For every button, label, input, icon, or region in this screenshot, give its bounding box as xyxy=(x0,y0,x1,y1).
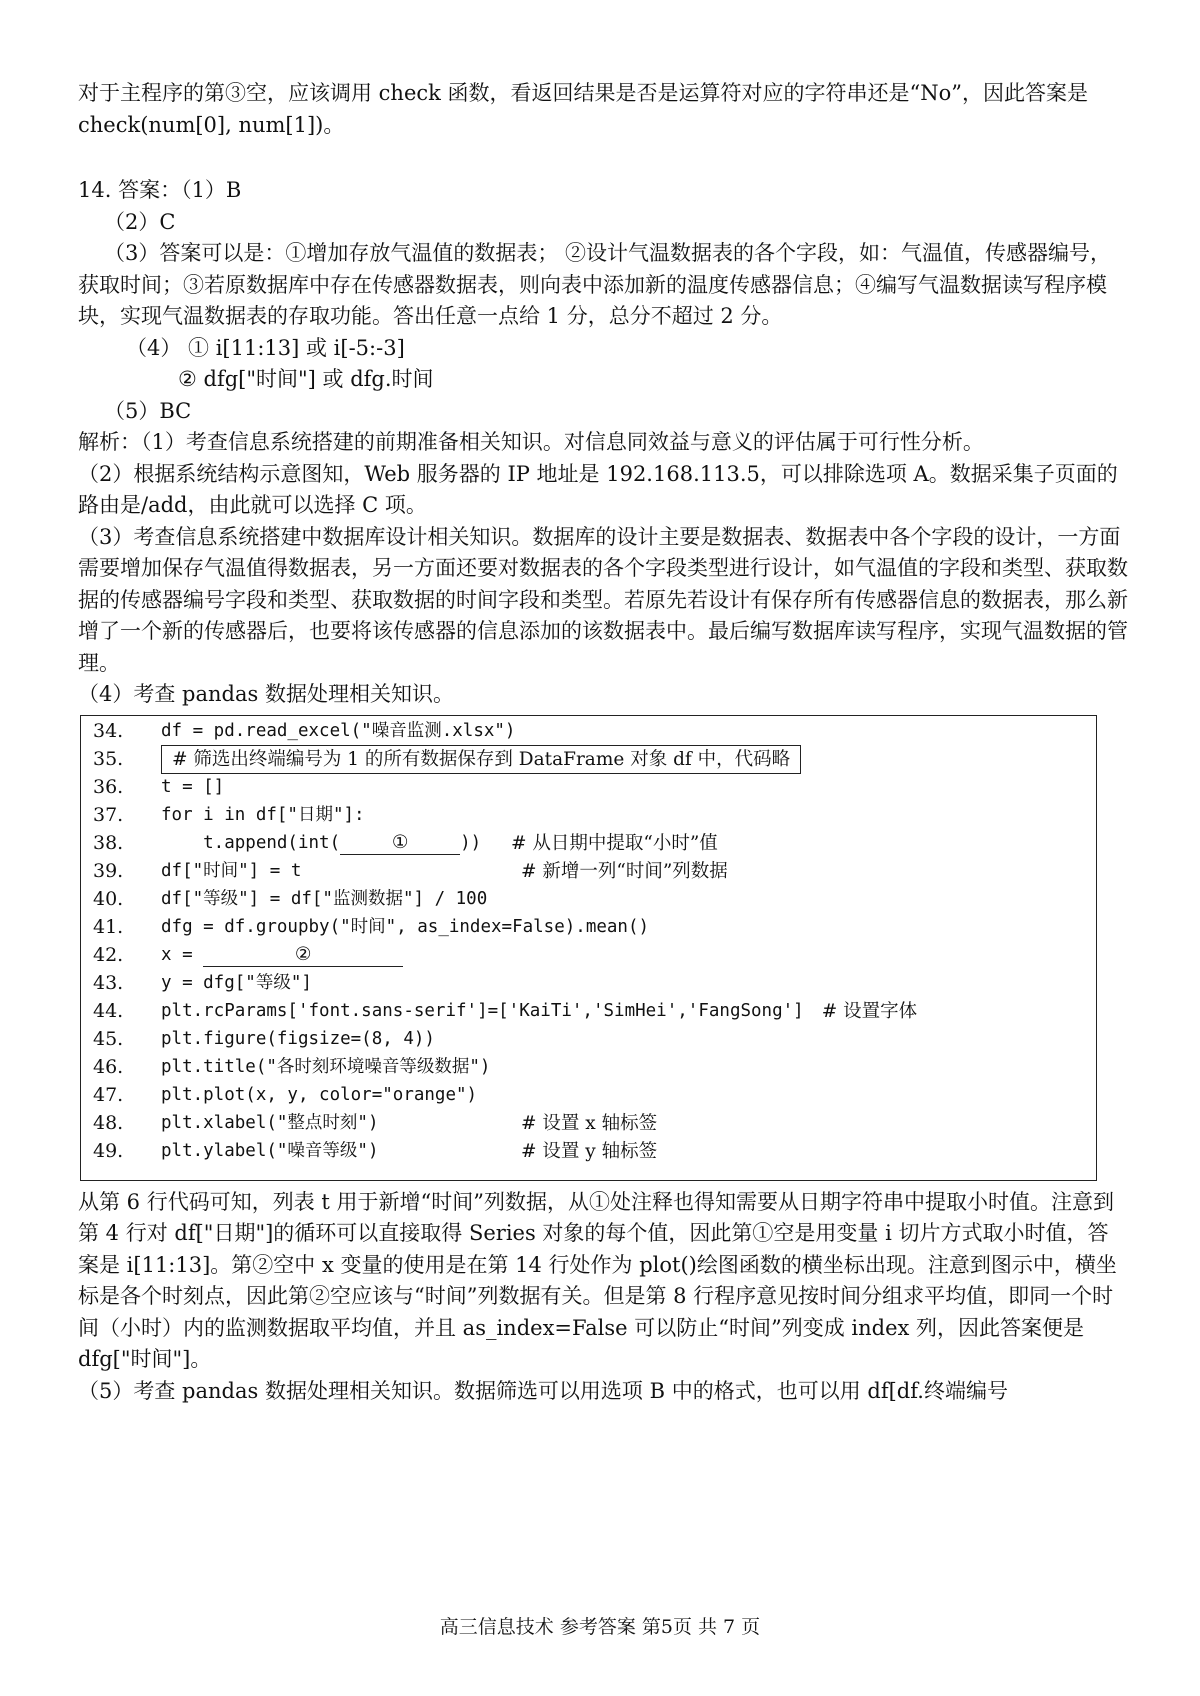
code-text: df["时间"] = t xyxy=(161,861,302,882)
code-text: for i in df["日期"]: xyxy=(161,805,365,826)
code-line-number: 42. xyxy=(93,944,124,967)
code-line-number: 35. xyxy=(93,748,124,771)
answer-14-2: （2）C xyxy=(104,209,176,234)
code-line-number: 36. xyxy=(93,776,124,799)
analysis-2: （2）根据系统结构示意图知，Web 服务器的 IP 地址是 192.168.113.5，可以排除选项 A。数据采集子页面的路由是/add，由此就可以选择 C 项。 xyxy=(78,461,1118,517)
code-boxed-comment: # 筛选出终端编号为 1 的所有数据保存到 DataFrame 对象 df 中，代码略 xyxy=(161,745,801,775)
code-text: t = [] xyxy=(161,777,225,798)
paragraph-top: 对于主程序的第③空，应该调用 check 函数，看返回结果是否是运算符对应的字符串还是“No”，因此答案是 check(num[0], num[1])。 xyxy=(78,81,1089,137)
answer-14-4b: ② dfg["时间"] 或 dfg.时间 xyxy=(178,367,434,391)
code-line-number: 48. xyxy=(93,1112,124,1135)
analysis-1: 解析：（1）考查信息系统搭建的前期准备相关知识。对信息同效益与意义的评估属于可行性分析。 xyxy=(78,430,984,454)
code-line xyxy=(81,914,1096,942)
code-line xyxy=(81,1026,1096,1054)
code-comment: # 设置 y 轴标签 xyxy=(521,1140,658,1162)
code-line-number: 46. xyxy=(93,1056,124,1079)
code-line xyxy=(81,942,1096,970)
code-line xyxy=(81,1054,1096,1082)
analysis-3: （3）考查信息系统搭建中数据库设计相关知识。数据库的设计主要是数据表、数据表中各个字段的设计，一方面需要增加保存气温值得数据表，另一方面还要对数据表的各个字段类型进行设计，如气温值的字段和类型、获取数据的传感器编号字段和类型、获取数据的时间字段和类型。若原先若设计有保存所有传感器信息的数据表，那么新增了一个新的传感器后，也要将该传感器的信息添加的该数据表中。最后编写数据库读写程序，实现气温数据的管理。 xyxy=(78,524,1128,675)
code-line xyxy=(81,746,1096,774)
code-line xyxy=(81,718,1096,746)
code-line-number: 38. xyxy=(93,832,124,855)
code-line xyxy=(81,886,1096,914)
answer-14-4a: （4） ① i[11:13] 或 i[-5:-3] xyxy=(126,335,405,360)
code-line-number: 39. xyxy=(93,860,124,883)
code-line xyxy=(81,858,1096,886)
analysis-4: （4）考查 pandas 数据处理相关知识。 xyxy=(78,682,454,706)
code-text: plt.xlabel("整点时刻") xyxy=(161,1113,379,1134)
code-text: plt.plot(x, y, color="orange") xyxy=(161,1085,478,1106)
fill-in-blank: ② xyxy=(203,944,403,967)
fill-in-blank: ① xyxy=(340,832,460,855)
code-text: plt.rcParams['font.sans-serif']=['KaiTi','SimHei','FangSong'] xyxy=(161,1001,804,1022)
document-content xyxy=(78,78,1128,1407)
code-line xyxy=(81,970,1096,998)
page-footer: 高三信息技术 参考答案 第5页 共 7 页 xyxy=(439,1616,761,1638)
code-line xyxy=(81,998,1096,1026)
code-text: dfg = df.groupby("时间", as_index=False).mean() xyxy=(161,917,650,938)
code-text: plt.title("各时刻环境噪音等级数据") xyxy=(161,1057,491,1078)
code-line-number: 37. xyxy=(93,804,124,827)
code-line xyxy=(81,1082,1096,1110)
code-listing xyxy=(80,715,1097,1181)
code-text-after: )) xyxy=(460,833,482,854)
code-text: plt.figure(figsize=(8, 4)) xyxy=(161,1029,435,1050)
code-line xyxy=(81,774,1096,802)
answer-14-3: （3）答案可以是：①增加存放气温值的数据表； ②设计气温数据表的各个字段，如：气温值，传感器编号，获取时间；③若原数据库中存在传感器数据表，则向表中添加新的温度传感器信息；④编写气温数据读写程序模块，实现气温数据表的存取功能。答出任意一点给 1 分，总分不超过 2 分。 xyxy=(78,241,1112,328)
answer-14-5: （5）BC xyxy=(104,398,192,423)
code-line-number: 41. xyxy=(93,916,124,939)
code-comment: # 从日期中提取“小时”值 xyxy=(511,832,718,854)
code-line-number: 47. xyxy=(93,1084,124,1107)
code-text: df = pd.read_excel("噪音监测.xlsx") xyxy=(161,721,516,742)
code-comment: # 设置字体 xyxy=(821,1000,918,1022)
code-line xyxy=(81,1110,1096,1138)
code-line-number: 44. xyxy=(93,1000,124,1023)
code-text: plt.ylabel("噪音等级") xyxy=(161,1141,379,1162)
code-line-number: 43. xyxy=(93,972,124,995)
code-line xyxy=(81,830,1096,858)
code-line xyxy=(81,802,1096,830)
code-line-number: 49. xyxy=(93,1140,124,1163)
code-line-number: 34. xyxy=(93,720,124,743)
code-text: x = xyxy=(161,945,204,966)
answer-14-1: 14. 答案：（1）B xyxy=(78,178,242,202)
code-line xyxy=(81,1138,1096,1166)
code-comment: # 新增一列“时间”列数据 xyxy=(521,860,728,882)
code-line-number: 40. xyxy=(93,888,124,911)
code-line-number: 45. xyxy=(93,1028,124,1051)
code-comment: # 设置 x 轴标签 xyxy=(521,1112,658,1134)
analysis-after-2: （5）考查 pandas 数据处理相关知识。数据筛选可以用选项 B 中的格式，也可以用 df[df.终端编号 xyxy=(78,1378,1008,1403)
spacer xyxy=(78,141,1128,175)
code-text: df["等级"] = df["监测数据"] / 100 xyxy=(161,889,488,910)
code-text: t.append(int( xyxy=(161,833,341,854)
analysis-after-1: 从第 6 行代码可知，列表 t 用于新增“时间”列数据，从①处注释也得知需要从日期字符串中提取小时值。注意到第 4 行对 df["日期"]的循环可以直接取得 Series 对象的每个值，因此第①空是用变量 i 切片方式取小时值，答案是 i[11:13]。第②空中 x 变量的使用是在第 14 行处作为 plot()绘图函数的横坐标出现。注意到图示中，横坐标是各个时刻点，因此第②空应该与“时间”列数据有关。但是第 8 行程序意见按时间分组求平均值，即同一个时间（小时）内的监测数据取平均值，并且 as_index=False 可以防止“时间”列变成 index 列，因此答案便是 dfg["时间"]。 xyxy=(78,1189,1117,1371)
code-text: y = dfg["等级"] xyxy=(161,973,312,994)
